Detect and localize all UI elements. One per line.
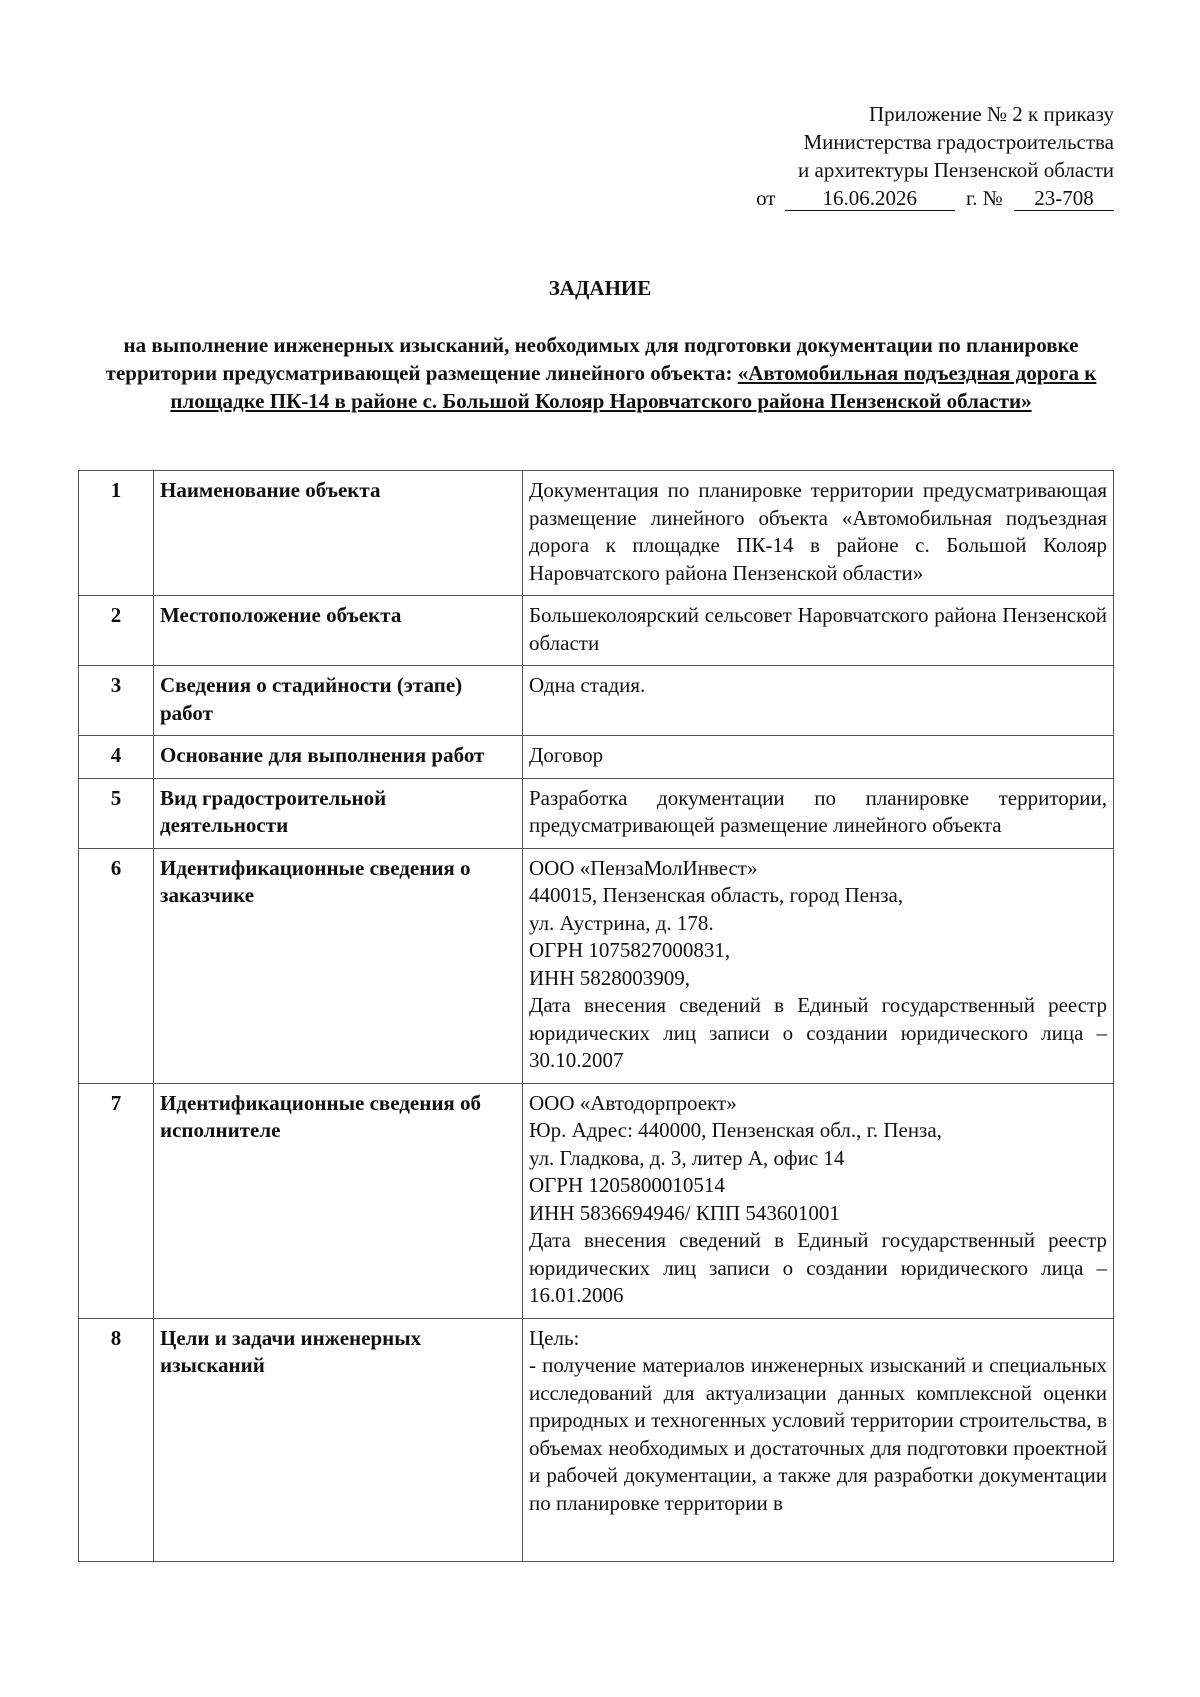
row-value: Одна стадия.: [523, 666, 1114, 736]
goal-text: - получение материалов инженерных изысканий и специальных исследований для актуализации данных комплексной оценки природных и техногенных условий территории строительства, в объемах необходимых и достаточных для подготовки проектной и рабочей документации, а также для разработки документации по планировке территории в: [529, 1353, 1107, 1515]
appendix-header: [634, 100, 1114, 212]
row-name: Основание для выполнения работ: [154, 736, 523, 779]
from-label: от: [756, 186, 776, 210]
customer-address-line-2: ул. Аустрина, д. 178.: [529, 910, 714, 935]
table-row: [79, 471, 1114, 596]
row-number: 5: [79, 778, 154, 848]
appendix-line-1: Приложение № 2 к приказу: [869, 102, 1114, 126]
contractor-inn-kpp: ИНН 5836694946/ КПП 543601001: [529, 1200, 840, 1225]
table-row: [79, 596, 1114, 666]
row-value: Договор: [523, 736, 1114, 779]
row-number: 2: [79, 596, 154, 666]
task-table: [78, 470, 1114, 1562]
row-number: 1: [79, 471, 154, 596]
row-number: 6: [79, 848, 154, 1083]
customer-ogrn: ОГРН 1075827000831,: [529, 938, 731, 962]
row-name: Цели и задачи инженерных изысканий: [154, 1318, 523, 1561]
row-name: Идентификационные сведения о заказчике: [154, 848, 523, 1083]
row-name: Местоположение объекта: [154, 596, 523, 666]
table-row: [79, 736, 1114, 779]
customer-registration-date: Дата внесения сведений в Единый государственный реестр юридических лиц записи о создании юридического лица – 30.10.2007: [529, 993, 1107, 1072]
row-name: Наименование объекта: [154, 471, 523, 596]
customer-name: ООО «ПензаМолИнвест»: [529, 855, 758, 880]
table-row: [79, 1083, 1114, 1318]
table-row: [79, 1318, 1114, 1561]
customer-inn: ИНН 5828003909,: [529, 965, 690, 990]
table-row: [79, 848, 1114, 1083]
subtitle-object-name: «Автомобильная подъездная дорога к площадке ПК-14 в районе с. Большой Колояр Наровчатского района Пензенской области»: [170, 361, 1097, 413]
contractor-address-line-1: Юр. Адрес: 440000, Пензенская обл., г. Пенза,: [529, 1118, 942, 1142]
table-row: [79, 666, 1114, 736]
row-name: Идентификационные сведения об исполнителе: [154, 1083, 523, 1318]
row-value: [523, 848, 1114, 1083]
appendix-line-2: Министерства градостроительства: [803, 130, 1114, 154]
contractor-registration-date: Дата внесения сведений в Единый государственный реестр юридических лиц записи о создании юридического лица – 16.01.2006: [529, 1228, 1107, 1307]
row-value: Большеколоярский сельсовет Наровчатского района Пензенской области: [523, 596, 1114, 666]
row-number: 7: [79, 1083, 154, 1318]
row-number: 8: [79, 1318, 154, 1561]
contractor-ogrn: ОГРН 1205800010514: [529, 1173, 725, 1197]
document-subtitle: [72, 331, 1130, 415]
appendix-line-3: и архитектуры Пензенской области: [798, 158, 1114, 182]
row-value: Документация по планировке территории предусматривающая размещение линейного объекта «Автомобильная подъездная дорога к площадке ПК-14 в районе с. Большой Колояр Наровчатского района Пензенской области»: [523, 471, 1114, 596]
document-title: ЗАДАНИЕ: [548, 276, 652, 300]
contractor-address-line-2: ул. Гладкова, д. 3, литер А, офис 14: [529, 1145, 845, 1170]
number-label: г. №: [965, 186, 1003, 210]
row-number: 3: [79, 666, 154, 736]
contractor-name: ООО «Автодорпроект»: [529, 1090, 737, 1115]
order-date: 16.06.2026: [785, 186, 955, 211]
order-date-number: [634, 184, 1114, 212]
row-name: Вид градостроительной деятельности: [154, 778, 523, 848]
customer-address-line-1: 440015, Пензенская область, город Пенза,: [529, 883, 904, 907]
table-row: [79, 778, 1114, 848]
row-value: Разработка документации по планировке территории, предусматривающей размещение линейного объекта: [523, 778, 1114, 848]
order-number: 23-708: [1014, 186, 1114, 211]
goal-label: Цель:: [529, 1325, 580, 1350]
row-name: Сведения о стадийности (этапе) работ: [154, 666, 523, 736]
row-value: [523, 1318, 1114, 1561]
subtitle-text: на выполнение инженерных изысканий, необходимых для подготовки документации по планировке территории предусматривающей размещение линейного объекта:: [105, 333, 1079, 385]
row-value: [523, 1083, 1114, 1318]
row-number: 4: [79, 736, 154, 779]
